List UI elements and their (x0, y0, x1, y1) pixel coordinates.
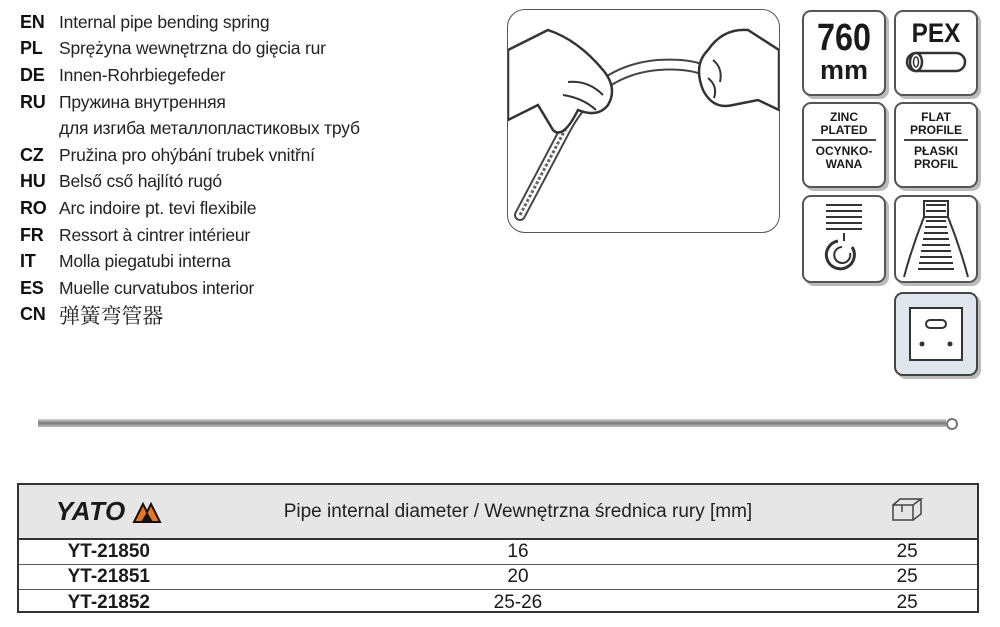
flat-label-pl-line1: PŁASKI (913, 144, 958, 158)
hand-bending-photo (507, 9, 780, 233)
material-label: PEX (911, 18, 961, 48)
lang-row-en (20, 9, 490, 36)
lang-text: Innen-Rohrbiegefeder (59, 64, 226, 85)
pipe-diameter: 25-26 (493, 591, 543, 613)
lang-text: для изгиба металлопластиковых труб (59, 118, 360, 139)
lang-code: HU (20, 171, 46, 192)
lang-row-cn (20, 302, 490, 329)
quantity-column-header (837, 496, 977, 528)
lang-text: Molla piegatubi interna (59, 251, 231, 272)
zinc-label-pl-line1: OCYNKO- (815, 144, 873, 158)
zinc-label-line1: ZINC (830, 110, 858, 124)
lang-text: Belső cső hajlító rugó (59, 171, 222, 192)
flat-label-pl-line2: PROFIL (914, 157, 958, 171)
flat-profile-badge (894, 102, 978, 188)
spring-badge (894, 195, 978, 283)
lang-code: DE (20, 64, 45, 85)
product-code: YT-21850 (67, 541, 151, 562)
brand-name: YATO (55, 496, 126, 526)
brand-logo (19, 496, 199, 527)
lang-row-es (20, 275, 490, 302)
hook-badge (802, 195, 886, 283)
zinc-label-pl-line2: WANA (825, 157, 863, 171)
table-header (19, 485, 977, 540)
badge-divider (904, 139, 968, 141)
lang-row-cz (20, 142, 490, 169)
product-code: YT-21852 (67, 591, 151, 613)
lang-text: Sprężyna wewnętrzna do gięcia rur (59, 38, 326, 59)
table-row (19, 590, 977, 615)
package-quantity: 25 (896, 566, 918, 587)
lang-text: Ressort à cintrer intérieur (59, 224, 251, 245)
table-row (19, 540, 977, 565)
lang-code: IT (20, 251, 36, 272)
product-code: YT-21851 (67, 566, 151, 587)
zinc-plated-badge (802, 102, 886, 188)
lang-text: 弹簧弯管器 (59, 304, 163, 328)
lang-text: Arc indoire pt. tevi flexibile (59, 197, 257, 218)
lang-text: Internal pipe bending spring (59, 11, 270, 32)
lang-row-ru-continued (20, 115, 490, 142)
table-row (19, 565, 977, 590)
lang-row-de (20, 62, 490, 89)
flat-label-line2: PROFILE (909, 123, 962, 137)
length-badge (802, 10, 886, 96)
badge-divider (812, 139, 876, 141)
lang-code: FR (20, 224, 44, 245)
diameter-column-header: Pipe internal diameter / Wewnętrzna średnica rury [mm] (283, 500, 753, 522)
flat-label-line1: FLAT (921, 110, 951, 124)
package-quantity: 25 (896, 591, 918, 613)
hand-bending-illustration (508, 10, 779, 232)
lang-code: CZ (20, 144, 44, 165)
lang-row-ro (20, 195, 490, 222)
pex-badge (894, 10, 978, 96)
package-box-icon (890, 496, 924, 522)
lang-code: PL (20, 38, 43, 59)
lang-row-pl (20, 36, 490, 63)
length-unit: mm (819, 55, 868, 85)
lang-text: Muelle curvatubos interior (59, 277, 255, 298)
lang-row-ru (20, 89, 490, 116)
pipe-diameter: 16 (507, 541, 529, 562)
wall-mount-icon (896, 294, 976, 374)
pex-pipe-icon (901, 47, 971, 77)
lang-text: Пружина внутренняя (59, 91, 226, 112)
zinc-label-line2: PLATED (820, 123, 868, 137)
lang-code: CN (20, 304, 46, 325)
lang-code: EN (20, 11, 45, 32)
yato-logo-icon (132, 500, 162, 524)
lang-row-hu (20, 169, 490, 196)
lang-code: RO (20, 197, 47, 218)
pipe-diameter: 20 (507, 566, 529, 587)
spring-icon (896, 197, 976, 281)
wall-mount-badge (894, 292, 978, 376)
lang-code: ES (20, 277, 44, 298)
lang-row-it (20, 248, 490, 275)
length-value: 760 (817, 17, 871, 59)
lang-text: Pružina pro ohýbání trubek vnitřní (59, 144, 315, 165)
package-quantity: 25 (896, 541, 918, 562)
hook-icon (804, 197, 884, 281)
product-table (17, 483, 979, 613)
lang-row-fr (20, 222, 490, 249)
lang-code: RU (20, 91, 46, 112)
language-list (20, 9, 490, 328)
spring-product-image (38, 415, 963, 435)
